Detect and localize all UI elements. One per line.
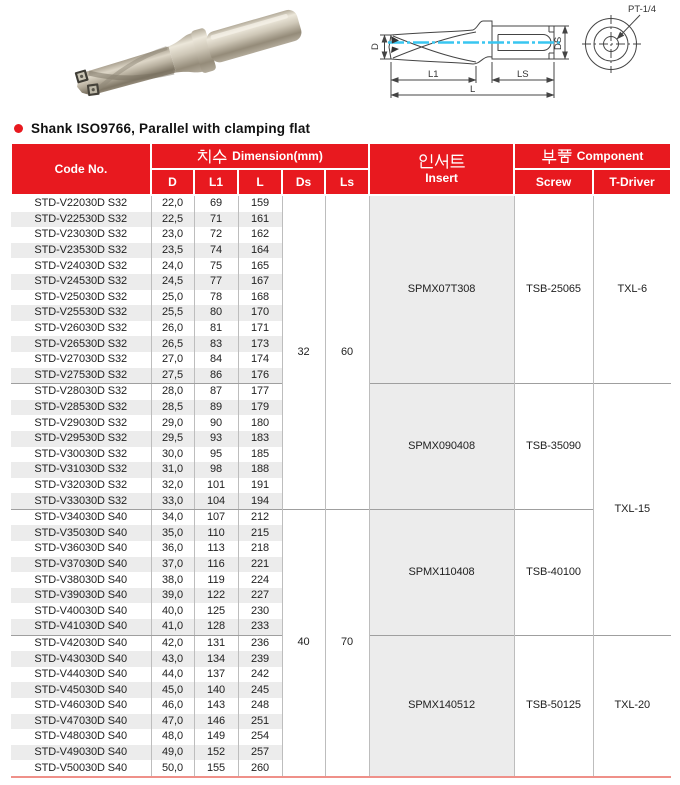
- table-row: [11, 195, 671, 212]
- cell-l1: 98: [194, 462, 238, 478]
- cell-l1: 69: [194, 195, 238, 212]
- cell-ds: 32: [282, 195, 325, 509]
- cell-l: 171: [238, 321, 282, 337]
- header-col-ls: Ls: [325, 169, 369, 195]
- cell-l1: 119: [194, 572, 238, 588]
- cell-code: STD-V37030D S40: [11, 557, 151, 573]
- cell-d: 29,0: [151, 415, 194, 431]
- header-col-ds: Ds: [282, 169, 325, 195]
- cell-d: 22,5: [151, 212, 194, 228]
- cell-code: STD-V40030D S40: [34, 604, 128, 617]
- cell-l1: 84: [194, 352, 238, 368]
- cell-l: 168: [238, 290, 282, 306]
- cell-l1: 81: [194, 321, 238, 337]
- header-component-label: Component: [576, 149, 644, 163]
- cell-code: STD-V41030D S40: [11, 619, 151, 635]
- cell-l: 167: [238, 274, 282, 290]
- cell-d: 40,0: [151, 603, 194, 619]
- table-row: [11, 509, 671, 525]
- cell-t-driver: TXL-6: [593, 195, 671, 384]
- cell-l: 191: [238, 478, 282, 494]
- cell-code: STD-V22030D S32: [34, 197, 128, 210]
- cell-l: 239: [238, 651, 282, 667]
- cell-code: STD-V36030D S40: [34, 542, 128, 555]
- cell-d: 48,0: [151, 729, 194, 745]
- dim-label-ls: LS: [517, 69, 529, 80]
- cell-d: 23,5: [151, 243, 194, 259]
- cell-d: 38,0: [151, 572, 194, 588]
- cell-l1: 87: [194, 384, 238, 400]
- cell-code: STD-V28030D S32: [34, 385, 128, 398]
- cell-l1: 107: [194, 509, 238, 525]
- shank-note-text: Shank ISO9766, Parallel with clamping flat: [31, 120, 311, 136]
- dim-label-l1: L1: [428, 69, 439, 80]
- cell-l1: 74: [194, 243, 238, 259]
- cell-l1: 113: [194, 541, 238, 557]
- cell-d: 27,5: [151, 368, 194, 384]
- korean-text-dimension: [197, 149, 227, 164]
- dimension-diagram: [345, 2, 680, 114]
- cell-d: 42,0: [151, 635, 194, 651]
- cell-d: 25,0: [151, 290, 194, 306]
- cell-d: 39,0: [151, 588, 194, 604]
- dim-label-d: D: [370, 43, 381, 50]
- cell-l: 230: [238, 603, 282, 619]
- header-code-no: Code No.: [11, 143, 151, 195]
- cell-screw: TSB-35090: [514, 384, 593, 510]
- cell-l: 164: [238, 243, 282, 259]
- cell-d: 28,0: [151, 384, 194, 400]
- cell-d: 26,0: [151, 321, 194, 337]
- cell-l: 248: [238, 698, 282, 714]
- cell-code: STD-V34030D S40: [34, 511, 128, 524]
- korean-text-insert: [419, 154, 465, 169]
- cell-d: 49,0: [151, 745, 194, 761]
- header-col-l1: L1: [194, 169, 238, 195]
- hero-section: [0, 0, 680, 114]
- cell-l1: 77: [194, 274, 238, 290]
- cell-code: STD-V39030D S40: [11, 588, 151, 604]
- cell-l1: 137: [194, 667, 238, 683]
- cell-l: 162: [238, 227, 282, 243]
- header-col-t-driver: T-Driver: [593, 169, 671, 195]
- cell-d: 31,0: [151, 462, 194, 478]
- cell-d: 43,0: [151, 651, 194, 667]
- cell-l: 183: [238, 431, 282, 447]
- cell-d: 37,0: [151, 557, 194, 573]
- cell-l: 218: [238, 541, 282, 557]
- cell-code: STD-V23530D S32: [11, 243, 151, 259]
- cell-code: STD-V42030D S40: [34, 636, 128, 649]
- cell-l1: 131: [194, 635, 238, 651]
- spec-table: [10, 142, 672, 778]
- header-component-group: [514, 143, 671, 169]
- cell-code: STD-V27530D S32: [11, 368, 151, 384]
- cell-code: STD-V24530D S32: [11, 274, 151, 290]
- cell-l1: 134: [194, 651, 238, 667]
- cell-l: 194: [238, 493, 282, 509]
- header-col-d: D: [151, 169, 194, 195]
- cell-insert: SPMX140512: [369, 635, 514, 777]
- cell-l: 161: [238, 212, 282, 228]
- cell-code: STD-V33030D S32: [11, 493, 151, 509]
- cell-l: 221: [238, 557, 282, 573]
- header-dimension-label: Dimension(mm): [232, 149, 323, 163]
- cell-code: STD-V46030D S40: [34, 699, 128, 712]
- thread-label: PT-1/4: [628, 4, 656, 15]
- cell-code: STD-V29030D S32: [34, 416, 128, 429]
- cell-d: 47,0: [151, 714, 194, 730]
- cell-screw: TSB-25065: [514, 195, 593, 384]
- cell-l1: 75: [194, 258, 238, 274]
- cell-code: STD-V22530D S32: [11, 212, 151, 228]
- cell-l1: 128: [194, 619, 238, 635]
- cell-d: 29,5: [151, 431, 194, 447]
- cell-l1: 83: [194, 336, 238, 352]
- cell-l1: 125: [194, 603, 238, 619]
- cell-l: 212: [238, 509, 282, 525]
- drill-product-photo: [22, 0, 330, 112]
- cell-l: 173: [238, 336, 282, 352]
- cell-d: 41,0: [151, 619, 194, 635]
- dim-label-ds: DS: [553, 36, 564, 50]
- cell-l: 215: [238, 525, 282, 541]
- spec-table-body: [11, 195, 671, 777]
- cell-l1: 140: [194, 682, 238, 698]
- cell-d: 50,0: [151, 760, 194, 777]
- header-dimension-group: [151, 143, 369, 169]
- cell-l: 245: [238, 682, 282, 698]
- cell-code: STD-V32030D S32: [34, 478, 128, 491]
- cell-l: 176: [238, 368, 282, 384]
- cell-code: STD-V27030D S32: [34, 353, 128, 366]
- cell-l: 227: [238, 588, 282, 604]
- cell-l: 165: [238, 258, 282, 274]
- cell-code: STD-V35030D S40: [11, 525, 151, 541]
- cell-t-driver: TXL-15: [593, 384, 671, 636]
- cell-ls: 60: [325, 195, 369, 509]
- cell-code: STD-V50030D S40: [34, 761, 128, 774]
- cell-l: 174: [238, 352, 282, 368]
- cell-l: 260: [238, 760, 282, 777]
- cell-d: 30,0: [151, 447, 194, 463]
- cell-code: STD-V30030D S32: [34, 447, 128, 460]
- cell-code: STD-V48030D S40: [34, 730, 128, 743]
- cell-ls: 70: [325, 509, 369, 777]
- cell-l1: 80: [194, 305, 238, 321]
- cell-l1: 146: [194, 714, 238, 730]
- cell-l1: 104: [194, 493, 238, 509]
- spec-table-header: [11, 143, 671, 195]
- cell-d: 28,5: [151, 400, 194, 416]
- cell-code: STD-V23030D S32: [34, 228, 128, 241]
- cell-d: 35,0: [151, 525, 194, 541]
- header-insert: [369, 143, 514, 195]
- cell-t-driver: TXL-20: [593, 635, 671, 777]
- cell-code: STD-V43030D S40: [11, 651, 151, 667]
- cell-l: 236: [238, 635, 282, 651]
- cell-l: 188: [238, 462, 282, 478]
- cell-l1: 116: [194, 557, 238, 573]
- cell-insert: SPMX110408: [369, 509, 514, 635]
- cell-l: 233: [238, 619, 282, 635]
- header-col-screw: Screw: [514, 169, 593, 195]
- cell-l1: 152: [194, 745, 238, 761]
- cell-l: 251: [238, 714, 282, 730]
- dim-label-l: L: [470, 84, 476, 95]
- cell-code: STD-V28530D S32: [11, 400, 151, 416]
- cell-l: 180: [238, 415, 282, 431]
- cell-l1: 122: [194, 588, 238, 604]
- cell-d: 26,5: [151, 336, 194, 352]
- cell-screw: TSB-40100: [514, 509, 593, 635]
- cell-l: 170: [238, 305, 282, 321]
- cell-code: STD-V38030D S40: [34, 573, 128, 586]
- korean-text-component: [542, 149, 572, 164]
- cell-code: STD-V45030D S40: [11, 682, 151, 698]
- cell-d: 44,0: [151, 667, 194, 683]
- cell-code: STD-V24030D S32: [34, 259, 128, 272]
- cell-d: 33,0: [151, 493, 194, 509]
- cell-code: STD-V44030D S40: [34, 668, 128, 681]
- cell-ds: 40: [282, 509, 325, 777]
- cell-code: STD-V31030D S32: [11, 462, 151, 478]
- cell-d: 34,0: [151, 509, 194, 525]
- cell-l1: 71: [194, 212, 238, 228]
- cell-screw: TSB-50125: [514, 635, 593, 777]
- bullet-icon: [14, 124, 23, 133]
- cell-d: 24,0: [151, 258, 194, 274]
- cell-code: STD-V49030D S40: [11, 745, 151, 761]
- cell-d: 32,0: [151, 478, 194, 494]
- cell-code: STD-V47030D S40: [11, 714, 151, 730]
- cell-d: 45,0: [151, 682, 194, 698]
- cell-l1: 72: [194, 227, 238, 243]
- cell-insert: SPMX07T308: [369, 195, 514, 384]
- cell-d: 23,0: [151, 227, 194, 243]
- cell-code: STD-V26030D S32: [34, 322, 128, 335]
- cell-code: STD-V25030D S32: [34, 290, 128, 303]
- cell-code: STD-V26530D S32: [11, 336, 151, 352]
- header-col-l: L: [238, 169, 282, 195]
- drill-insert-bottom: [87, 83, 100, 96]
- cell-d: 25,5: [151, 305, 194, 321]
- cell-l1: 93: [194, 431, 238, 447]
- cell-l1: 78: [194, 290, 238, 306]
- cell-l: 224: [238, 572, 282, 588]
- cell-l1: 110: [194, 525, 238, 541]
- cell-d: 46,0: [151, 698, 194, 714]
- cell-d: 36,0: [151, 541, 194, 557]
- cell-l1: 155: [194, 760, 238, 777]
- cell-l1: 101: [194, 478, 238, 494]
- cell-l1: 89: [194, 400, 238, 416]
- cell-l: 242: [238, 667, 282, 683]
- cell-d: 22,0: [151, 195, 194, 212]
- cell-l: 179: [238, 400, 282, 416]
- cell-l: 254: [238, 729, 282, 745]
- cell-l1: 143: [194, 698, 238, 714]
- header-insert-label: Insert: [425, 170, 458, 185]
- cell-d: 24,5: [151, 274, 194, 290]
- cell-code: STD-V29530D S32: [11, 431, 151, 447]
- shank-note: [0, 116, 680, 140]
- cell-l1: 86: [194, 368, 238, 384]
- cell-l: 257: [238, 745, 282, 761]
- cell-l: 177: [238, 384, 282, 400]
- cell-l1: 95: [194, 447, 238, 463]
- cell-d: 27,0: [151, 352, 194, 368]
- cell-l: 159: [238, 195, 282, 212]
- cell-insert: SPMX090408: [369, 384, 514, 510]
- cell-l: 185: [238, 447, 282, 463]
- cell-l1: 149: [194, 729, 238, 745]
- cell-code: STD-V25530D S32: [11, 305, 151, 321]
- cell-l1: 90: [194, 415, 238, 431]
